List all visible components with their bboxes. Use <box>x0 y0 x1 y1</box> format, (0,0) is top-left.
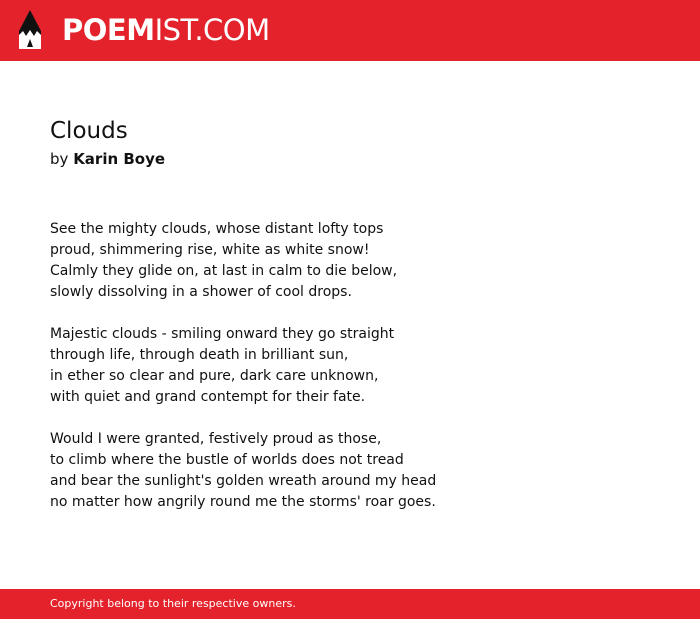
author-name: Karin Boye <box>73 150 166 168</box>
poem-line: See the mighty clouds, whose distant lofty tops <box>50 221 384 237</box>
poem-line: through life, through death in brilliant sun, <box>50 347 349 363</box>
stanza <box>50 324 670 408</box>
poem-line: with quiet and grand contempt for their fate. <box>50 389 366 405</box>
poem-line: slowly dissolving in a shower of cool drops. <box>50 284 352 300</box>
site-footer <box>0 589 700 619</box>
site-header <box>0 0 700 61</box>
poem-line: and bear the sunlight's golden wreath around my head <box>50 473 437 489</box>
byline <box>50 149 165 169</box>
poem-line: Majestic clouds - smiling onward they go straight <box>50 326 395 342</box>
poem-line: proud, shimmering rise, white as white snow! <box>50 242 370 258</box>
copyright-text: Copyright belong to their respective owners. <box>50 597 296 610</box>
poem-line: Calmly they glide on, at last in calm to die below, <box>50 263 398 279</box>
poem-line: Would I were granted, festively proud as those, <box>50 431 382 447</box>
logo-bold-text: POEM <box>62 13 155 47</box>
poem-title: Clouds <box>50 118 128 144</box>
poem-line: in ether so clear and pure, dark care unknown, <box>50 368 379 384</box>
pencil-tip-icon[interactable] <box>16 9 44 53</box>
poem-line: no matter how angrily round me the storms' roar goes. <box>50 494 436 510</box>
logo-light-text: IST.COM <box>154 13 270 47</box>
site-logo[interactable] <box>62 12 270 48</box>
poem-body <box>50 219 670 534</box>
poem-line: to climb where the bustle of worlds does not tread <box>50 452 404 468</box>
by-label: by <box>50 150 69 168</box>
stanza <box>50 219 670 303</box>
stanza <box>50 429 670 513</box>
